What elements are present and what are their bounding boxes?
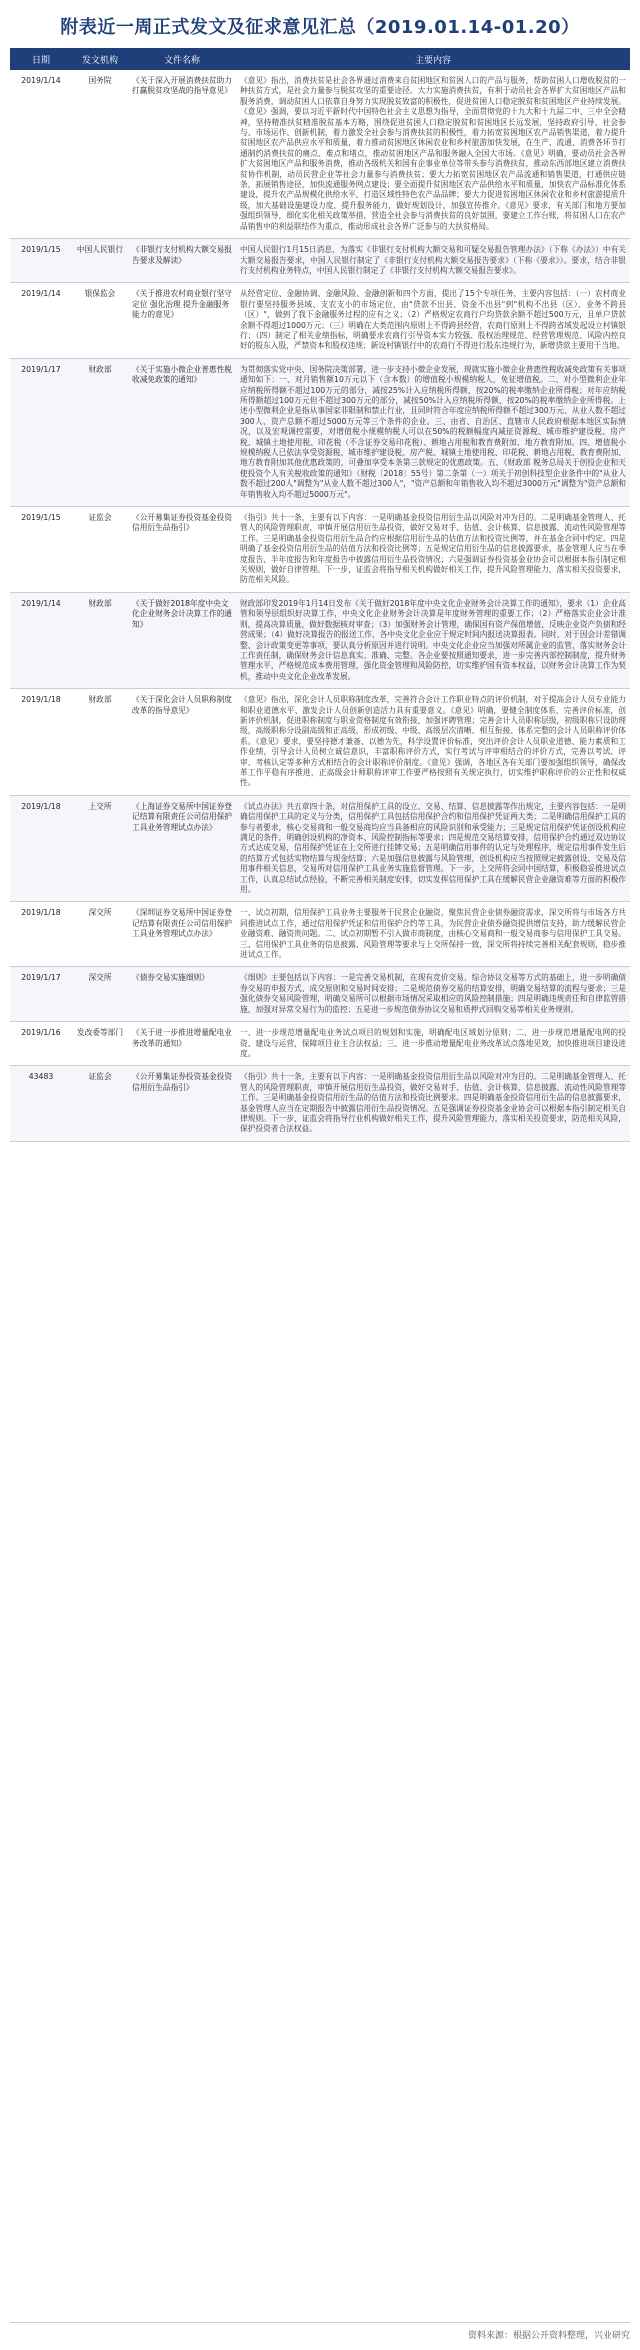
table-header-row <box>10 48 630 70</box>
cell-issuer: 财政部 <box>72 358 128 506</box>
cell-date: 43483 <box>10 1066 72 1141</box>
cell-document: 《关于深入开展消费扶贫助力打赢脱贫攻坚战的指导意见》 <box>128 70 236 239</box>
cell-content: 中国人民银行1月15日消息，为落实《非银行支付机构大额交易和可疑交易报告管理办法》（下称《办法》）中有关大额交易报告要求，中国人民银行制定了《非银行支付机构大额交易报告要求》（下称《要求》）。要求，结合非银行支付机构业务特点，中国人民银行制定了《非银行支付机构大额交易报告要求》。 <box>236 239 630 283</box>
cell-issuer: 深交所 <box>72 902 128 967</box>
page-title: 附表近一周正式发文及征求意见汇总（2019.01.14-01.20） <box>60 17 580 38</box>
cell-issuer: 银保监会 <box>72 283 128 358</box>
cell-date: 2019/1/18 <box>10 795 72 902</box>
cell-date: 2019/1/16 <box>10 1022 72 1066</box>
cell-issuer: 财政部 <box>72 689 128 796</box>
cell-issuer: 发改委等部门 <box>72 1022 128 1066</box>
cell-document: 《关于推进农村商业银行坚守定位 强化治理 提升金融服务能力的意见》 <box>128 283 236 358</box>
cell-content: 《意见》指出，消费扶贫是社会各界通过消费来自贫困地区和贫困人口的产品与服务，帮助贫困人口增收脱贫的一种扶贫方式，是社会力量参与脱贫攻坚的重要途径。大力实施消费扶贫，有利于动员社会各界扩大贫困地区产品和服务消费，调动贫困人口依靠自身努力实现脱贫致富的积极性，促进贫困人口稳定脱贫和贫困地区产业持续发展。《意见》强调，要以习近平新时代中国特色社会主义思想为指导，全面贯彻党的十九大和十九届二中、三中全会精神，坚持精准扶贫精准脱贫基本方略，围绕促进贫困人口稳定脱贫和贫困地区长远发展，坚持政府引导、社会参与、市场运作、创新机制，着力激发全社会参与消费扶贫的积极性，着力拓宽贫困地区农产品销售渠道，着力提升贫困地区农产品供应水平和质量，着力推动贫困地区休闲农业和乡村旅游加快发展，在生产、流通、消费各环节打通制约消费扶贫的痛点、难点和堵点，推动贫困地区产品和服务融入全国大市场。《意见》明确，要动员社会各界扩大贫困地区产品和服务消费，推动各级机关和国有企事业单位等带头参与消费扶贫，推动东西部地区建立消费扶贫协作机制，动员民营企业等社会力量参与消费扶贫；要大力拓宽贫困地区农产品流通和销售渠道，打通供应链条，拓展销售途径，加快流通服务网点建设；要全面提升贫困地区农产品供给水平和质量，加快农产品标准化体系建设，提升农产品规模化供给水平，打造区域性特色农产品品牌；要大力促进贫困地区休闲农业和乡村旅游提质升级，加大基础设施建设力度，提升服务能力，做好规划设计，加强宣传推介。《意见》要求，有关部门和地方要加强组织领导，细化实化相关政策举措，营造全社会参与消费扶贫的良好氛围，要建立工作台账，将贫困人口在农产品销售中的利益联结作为重点，推动形成社会各界广泛参与的大扶贫格局。 <box>236 70 630 239</box>
cell-document: 《关于实施小微企业普惠性税收减免政策的通知》 <box>128 358 236 506</box>
cell-date: 2019/1/14 <box>10 592 72 688</box>
cell-content: 《试点办法》共五章四十条，对信用保护工具的设立、交易、结算、信息披露等作出规定，主要内容包括：一是明确信用保护工具的定义与分类，信用保护工具包括信用保护合约和信用保护凭证两大类；二是明确信用保护工具的参与者要求，核心交易商和一般交易商均应当具备相应的风险识别和承受能力；三是规定信用保护凭证创设机构应满足的条件，明确创设机构的净资本、风险控制指标等要求；四是规范交易结算安排，信用保护合约通过双边协议方式达成交易，信用保护凭证在上交所进行挂牌交易；五是明确信用事件的认定与处理程序，规定信用事件发生后的结算方式包括实物结算与现金结算；六是加强信息披露与风险管理，创设机构应当按照规定披露创设、交易及信用事件相关信息，交易所对信用保护工具业务实施监督管理。下一步，上交所将会同中国结算，积极稳妥推进试点工作，认真总结试点经验，不断完善相关制度安排，切实发挥信用保护工具在缓解民营企业融资难等方面的积极作用。 <box>236 795 630 902</box>
cell-document: 《公开募集证券投资基金投资信用衍生品指引》 <box>128 507 236 593</box>
cell-content: 《细则》主要包括以下内容：一是完善交易机制，在现有竞价交易、综合协议交易等方式的基础上，进一步明确债券交易的申报方式、成交原则和交易时间安排；二是规范债券交易的结算安排，明确交易结算的流程与要求；三是强化债券交易风险管理，明确交易所可以根据市场情况采取相应的风险控制措施；四是明确违规责任和自律监管措施，加强对异常交易行为的监控；五是进一步规范债券协议交易和质押式回购交易等相关业务规则。 <box>236 967 630 1022</box>
cell-document: 《公开募集证券投资基金投资信用衍生品指引》 <box>128 1066 236 1141</box>
cell-document: 《非银行支付机构大额交易报告要求及解读》 <box>128 239 236 283</box>
table-row <box>10 967 630 1022</box>
cell-date: 2019/1/15 <box>10 507 72 593</box>
cell-content: 《指引》共十一条，主要有以下内容：一是明确基金投资信用衍生品以风险对冲为目的。二是明确基金管理人、托管人的风险管理职责，审慎开展信用衍生品投资，做好交易对手、估值、会计核算、信息披露、流动性风险管理等工作。三是明确基金投资信用衍生品的估值方法和投资比例要求。四是明确基金投资信用衍生品的信息披露要求，基金管理人应当在定期报告中披露信用衍生品投资情况。五是强调证券投资基金业协会可以根据本指引制定相关自律规则。下一步，证监会将指导行业机构做好相关工作，提升风险管理能力，落实相关投资要求，防范相关风险，保护投资者合法权益。 <box>236 1066 630 1141</box>
cell-document: 《关于深化会计人员职称制度改革的指导意见》 <box>128 689 236 796</box>
table-row <box>10 902 630 967</box>
table-row <box>10 1022 630 1066</box>
cell-content: 《指引》共十一条，主要有以下内容：一是明确基金投资信用衍生品以风险对冲为目的。二是明确基金管理人、托管人的风险管理职责，审慎开展信用衍生品投资，做好交易对手、估值、会计核算、信息披露、流动性风险管理等工作。三是明确基金投资信用衍生品合约应根据信用衍生品的估值方法和投资比例等，并在基金合同中约定。四是明确了基金投资信用衍生品的估值方法和投资比例等；五是规定信用衍生品的信息披露要求，基金管理人应当在季度报告、半年度报告和年度报告中披露信用衍生品投资情况；六是强调证券投资基金业协会可以根据本指引制定相关规则，做好自律管理。下一步，证监会将指导相关机构做好相关工作，提升风险管理能力，落实相关投资要求，防范相关风险。 <box>236 507 630 593</box>
cell-date: 2019/1/14 <box>10 70 72 239</box>
cell-content: 《意见》指出，深化会计人员职称制度改革，完善符合会计工作职业特点的评价机制，对于提高会计人员专业能力和职业道德水平、激发会计人员创新创造活力具有重要意义。《意见》明确，要健全制度体系，完善评价标准，创新评价机制，促进职称制度与职业资格制度有效衔接，加强评聘管理；完善会计人员职称层级，初级职称只设助理级，高级职称分设副高级和正高级，形成初级、中级、高级层次清晰、相互衔接、体系完整的会计人员职称评价体系。《意见》要求，要坚持德才兼备、以德为先，科学设置评价标准，突出评价会计人员职业道德、能力素质和工作业绩，引导会计人员树立诚信意识，丰富职称评价方式，实行考试与评审相结合的评价方式，完善以考试、评审、考核认定等多种方式相结合的会计职称评价制度。《意见》强调，各地区各有关部门要加强组织领导，确保改革工作平稳有序推进，正高级会计师职称评审工作要严格按照有关规定执行，切实维护职称评价的公正性和权威性。 <box>236 689 630 796</box>
table-row <box>10 70 630 239</box>
cell-issuer: 财政部 <box>72 592 128 688</box>
cell-date: 2019/1/17 <box>10 967 72 1022</box>
table-row <box>10 795 630 902</box>
cell-document: 《关于进一步推进增量配电业务改革的通知》 <box>128 1022 236 1066</box>
cell-date: 2019/1/17 <box>10 358 72 506</box>
cell-content: 从经营定位、金融协调、金融风险、金融创新和四个方面，提出了15个专项任务，主要内容包括：（一）农村商业银行要坚持服务县域、支农支小的市场定位，由"贷款不出县、资金不出县"到"机构不出县（区）、业务不跨县（区）"，做到了我下金融服务过程的应有之义；（2）严格规定农商行户均贷款余额不超过500万元，且单户贷款余额不得超过1000万元；（三）明确在大类范围内原则上不得跨县经营，农商行原则上不得跨省域发起设立村镇银行；（四）制定了相关业绩指标，明确要求农商行引导资本实力较强、股权治理规范、经营管理规范、风险内控良好的股东入股，严禁资本和股权违规；新设村镇银行中的农商行不得进行股东违规行为，新增贷款主要用于当地。 <box>236 283 630 358</box>
header-content: 主要内容 <box>414 55 451 66</box>
cell-date: 2019/1/14 <box>10 283 72 358</box>
cell-issuer: 中国人民银行 <box>72 239 128 283</box>
table-row <box>10 239 630 283</box>
header-document: 文件名称 <box>163 55 200 66</box>
cell-document: 《债券交易实施细则》 <box>128 967 236 1022</box>
table-row <box>10 1066 630 1141</box>
cell-document: 《关于做好2018年度中央文化企业财务会计决算工作的通知》 <box>128 592 236 688</box>
table-row <box>10 283 630 358</box>
cell-date: 2019/1/15 <box>10 239 72 283</box>
cell-issuer: 深交所 <box>72 967 128 1022</box>
table-body <box>10 70 630 1141</box>
cell-issuer: 证监会 <box>72 1066 128 1141</box>
cell-date: 2019/1/18 <box>10 689 72 796</box>
cell-issuer: 证监会 <box>72 507 128 593</box>
header-date: 日期 <box>31 55 50 66</box>
cell-document: 《深圳证券交易所中国证券登记结算有限责任公司信用保护工具业务管理试点办法》 <box>128 902 236 967</box>
cell-content: 一、试点初期，信用保护工具业务主要服务于民营企业融资，聚焦民营企业债券融资需求，深交所将与市场各方共同推进试点工作，通过信用保护凭证和信用保护合约等工具，为民营企业债券融资提供增信支持，助力缓解民营企业融资难、融资贵问题。二、试点初期暂不引入做市商制度，由核心交易商和一般交易商参与信用保护工具交易。三、信用保护工具业务的信息披露、风险管理等要求与上交所保持一致，深交所将持续完善相关配套规则，稳步推进试点工作。 <box>236 902 630 967</box>
cell-content: 财政部印发2019年1月14日发布《关于做好2018年度中央文化企业财务会计决算工作的通知》，要求（1）企业高管和领导层组织好决算工作，中央文化企业财务会计决算是年度财务管理的重要工作；（2）严格落实企业会计准则，提高决算质量，做好数据核对审查；（3）加强财务会计管理，确保国有资产保值增值，反映企业资产负债和经营成果；（4）做好决算报告的报送工作，各中央文化企业应于规定时间内报送决算报表。同时，对于因会计差错调整、会计政策变更等事项，要认真分析原因并进行说明。中央文化企业应当加强对所属企业的监管，落实财务会计工作责任制，确保财务会计信息真实、准确、完整。各企业要按照通知要求，进一步完善内部控制制度，提升财务管理水平，严格规范成本费用管理，强化资金管理和风险防控，切实维护国有资本权益，以财务会计决算工作为契机，推动中央文化企业改革发展。 <box>236 592 630 688</box>
cell-content: 为贯彻落实党中央、国务院决策部署，进一步支持小微企业发展，现就实施小微企业普惠性税收减免政策有关事项通知如下：一、对月销售额10万元以下（含本数）的增值税小规模纳税人，免征增值税。二、对小型微利企业年应纳税所得额不超过100万元的部分，减按25%计入应纳税所得额，按20%的税率缴纳企业所得税；对年应纳税所得额超过100万元但不超过300万元的部分，减按50%计入应纳税所得额，按20%的税率缴纳企业所得税。上述小型微利企业是指从事国家非限制和禁止行业，且同时符合年度应纳税所得额不超过300万元、从业人数不超过300人、资产总额不超过5000万元等三个条件的企业。三、由省、自治区、直辖市人民政府根据本地区实际情况，以及宏观调控需要，对增值税小规模纳税人可以在50%的税额幅度内减征资源税、城市维护建设税、房产税、城镇土地使用税、印花税（不含证券交易印花税）、耕地占用税和教育费附加、地方教育附加。四、增值税小规模纳税人已依法享受资源税、城市维护建设税、房产税、城镇土地使用税、印花税、耕地占用税、教育费附加、地方教育附加其他优惠政策的，可叠加享受本条第三款规定的优惠政策。五、《财政部 税务总局关于创投企业和天使投资个人有关税收政策的通知》（财税〔2018〕55号）第二条第（一）项关于初创科技型企业条件中的"从业人数不超过200人"调整为"从业人数不超过300人"，"资产总额和年销售收入均不超过3000万元"调整为"资产总额和年销售收入均不超过5000万元"。 <box>236 358 630 506</box>
table-row <box>10 358 630 506</box>
table-row <box>10 592 630 688</box>
cell-document: 《上海证券交易所中国证券登记结算有限责任公司信用保护工具业务管理试点办法》 <box>128 795 236 902</box>
cell-content: 一、进一步规范增量配电业务试点项目的规划和实施，明确配电区域划分原则；二、进一步规范增量配电网的投资、建设与运营，保障项目业主合法权益；三、进一步推动增量配电业务改革试点落地见效，加快推进项目建设进度。 <box>236 1022 630 1066</box>
table-row <box>10 507 630 593</box>
policy-table <box>10 48 630 1142</box>
source-note: 资料来源：根据公开资料整理，兴业研究 <box>10 2322 630 2342</box>
table-row <box>10 689 630 796</box>
cell-issuer: 国务院 <box>72 70 128 239</box>
header-issuer: 发文机构 <box>81 55 118 66</box>
cell-date: 2019/1/18 <box>10 902 72 967</box>
cell-issuer: 上交所 <box>72 795 128 902</box>
